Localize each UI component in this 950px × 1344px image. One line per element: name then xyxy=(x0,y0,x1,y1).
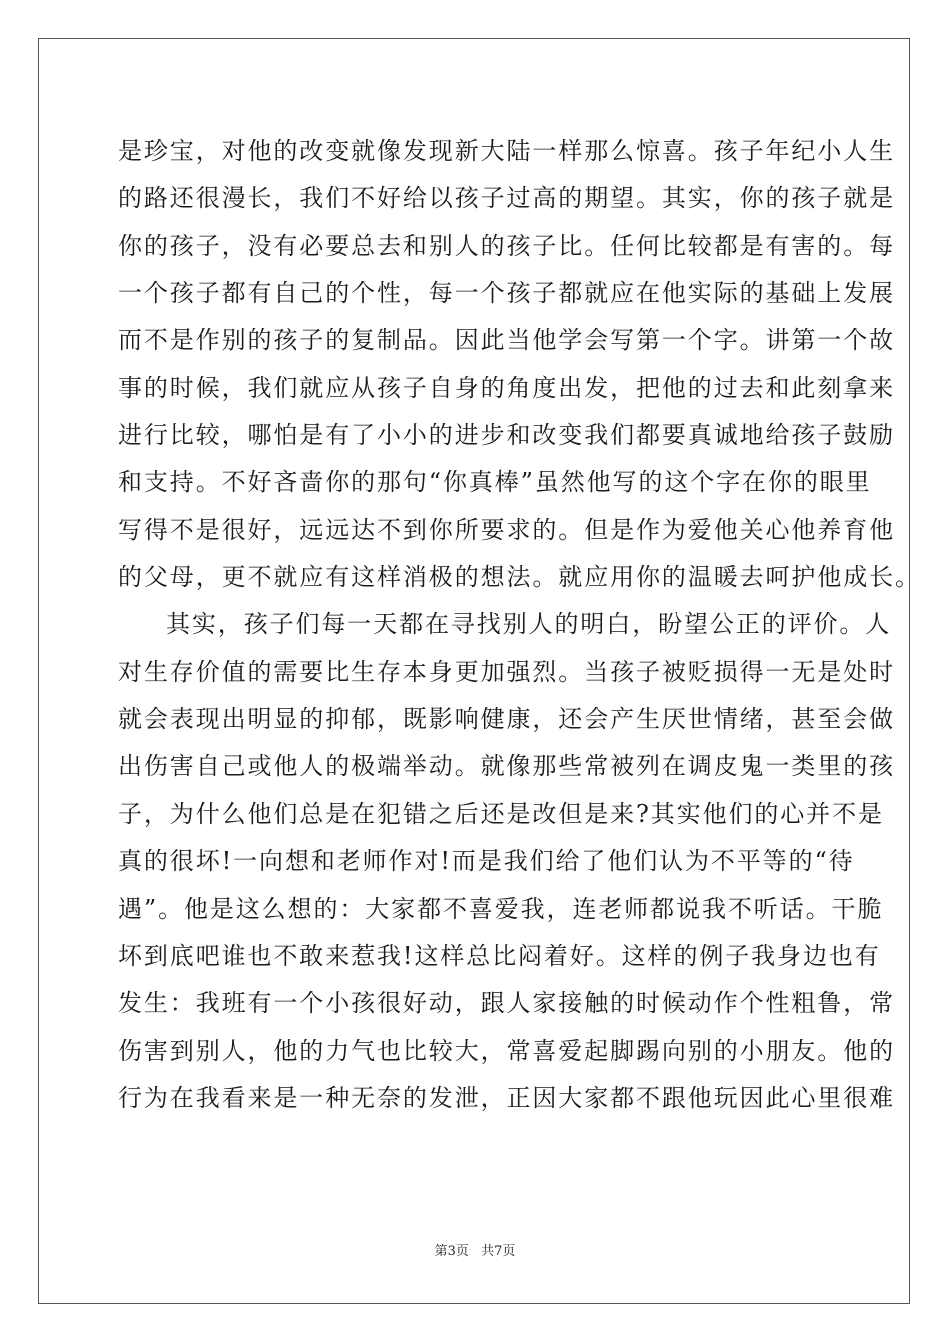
text-line: 和支持。不好吝啬你的那句“你真棒”虽然他写的这个字在你的眼里 xyxy=(118,468,872,497)
text-line: 进行比较，哪怕是有了小小的进步和改变我们都要真诚地给孩子鼓励 xyxy=(118,421,895,450)
page-number: 第3页 xyxy=(434,1244,469,1259)
text-line: 的路还很漫长，我们不好给以孩子过高的期望。其实，你的孩子就是 xyxy=(118,184,895,213)
text-line: 的父母，更不就应有这样消极的想法。就应用你的温暖去呵护他成长。 xyxy=(118,563,921,592)
document-body xyxy=(118,128,921,1122)
text-line: 一个孩子都有自己的个性，每一个孩子都就应在他实际的基础上发展 xyxy=(118,279,895,308)
page-total: 共7页 xyxy=(481,1244,516,1259)
text-line: 出伤害自己或他人的极端举动。就像那些常被列在调皮鬼一类里的孩 xyxy=(118,752,895,781)
text-line: 对生存价值的需要比生存本身更加强烈。当孩子被贬损得一无是处时 xyxy=(118,657,895,686)
text-line: 子，为什么他们总是在犯错之后还是改但是来?其实他们的心并不是 xyxy=(118,799,884,828)
text-line: 写得不是很好，远远达不到你所要求的。但是作为爱他关心他养育他 xyxy=(118,515,895,544)
text-line: 遇”。他是这么想的：大家都不喜爱我，连老师都说我不听话。干脆 xyxy=(118,894,884,923)
text-line: 发生：我班有一个小孩很好动，跟人家接触的时候动作个性粗鲁，常 xyxy=(118,989,895,1018)
text-line: 你的孩子，没有必要总去和别人的孩子比。任何比较都是有害的。每 xyxy=(118,231,895,260)
text-line: 是珍宝，对他的改变就像发现新大陆一样那么惊喜。孩子年纪小人生 xyxy=(118,137,895,165)
text-line: 就会表现出明显的抑郁，既影响健康，还会产生厌世情绪，甚至会做 xyxy=(118,705,895,734)
text-line: 行为在我看来是一种无奈的发泄，正因大家都不跟他玩因此心里很难 xyxy=(118,1083,895,1112)
text-line: 真的很坏!一向想和老师作对!而是我们给了他们认为不平等的“待 xyxy=(118,847,855,876)
text-line: 伤害到别人，他的力气也比较大，常喜爱起脚踢向别的小朋友。他的 xyxy=(118,1036,895,1065)
text-line: 事的时候，我们就应从孩子自身的角度出发，把他的过去和此刻拿来 xyxy=(118,373,895,402)
page-footer xyxy=(0,1240,950,1259)
text-line: 而不是作别的孩子的复制品。因此当他学会写第一个字。讲第一个故 xyxy=(118,326,895,355)
paragraph-first-line: 其实，孩子们每一天都在寻找别人的明白，盼望公正的评价。人 xyxy=(166,610,892,639)
text-line: 坏到底吧谁也不敢来惹我!这样总比闷着好。这样的例子我身边也有 xyxy=(118,941,881,970)
